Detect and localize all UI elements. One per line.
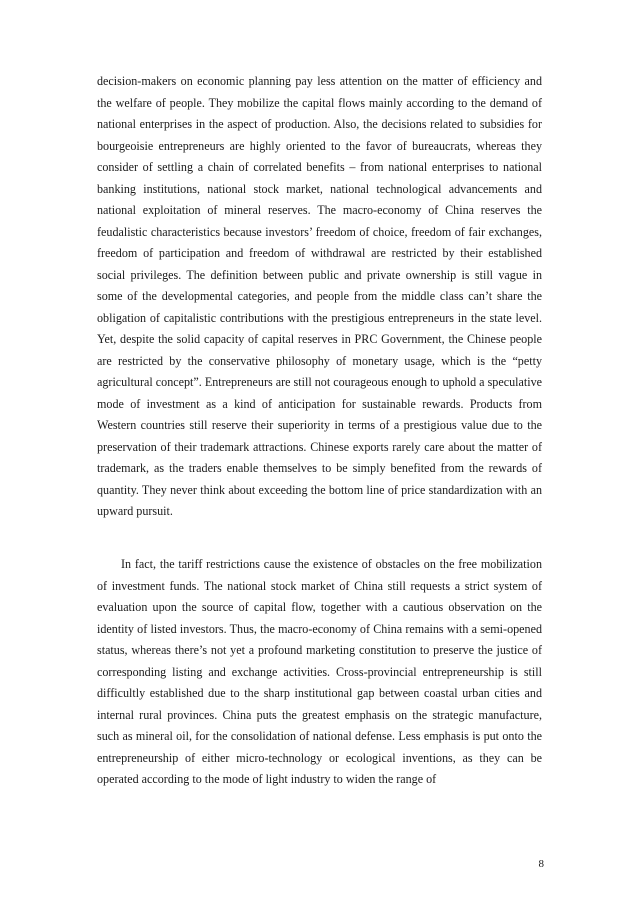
- body-paragraph-2: In fact, the tariff restrictions cause the existence of obstacles on the free mobilization of investment funds. The national stock market of China still requests a strict system of evaluation upon the source of capital flow, together with a cautious observation on the identity of listed investors. Thus, the macro-economy of China remains with a semi-opened status, whereas there’s not yet a profound marketing constitution to preserve the justice of corresponding listing and exchange activities. Cross-provincial entrepreneurship is still difficultly established due to the sharp institutional gap between coastal urban cities and internal rural provinces. China puts the greatest emphasis on the strategic manufacture, such as mineral oil, for the consolidation of national defense. Less emphasis is put onto the entrepreneurship of either micro-technology or ecological inventions, as they can be operated according to the mode of light industry to widen the range of: [97, 557, 542, 786]
- page-number: 8: [538, 858, 544, 870]
- body-paragraph-1: decision-makers on economic planning pay less attention on the matter of efficiency and the welfare of people. They mobilize the capital flows mainly according to the demand of national enterprises in the aspect of production. Also, the decisions related to subsidies for bourgeoisie entrepreneurs are highly oriented to the favor of bureaucrats, whereas they consider of settling a chain of correlated benefits – from national enterprises to national banking institutions, national stock market, national technological advancements and national exploitation of mineral reserves. The macro-economy of China reserves the feudalistic characteristics because investors’ freedom of choice, freedom of fair exchanges, freedom of participation and freedom of withdrawal are restricted by their established social privileges. The definition between public and private ownership is still vague in some of the developmental categories, and people from the middle class can’t share the obligation of capitalistic contributions with the prestigious entrepreneurs in the state level. Yet, despite the solid capacity of capital reserves in PRC Government, the Chinese people are restricted by the conservative philosophy of monetary usage, which is the “petty agricultural concept”. Entrepreneurs are still not courageous enough to uphold a speculative mode of investment as a kind of anticipation for sustainable rewards. Products from Western countries still reserve their superiority in terms of a prestigious value due to the preservation of their trademark attractions. Chinese exports rarely care about the matter of trademark, as the traders enable themselves to be simply benefited from the rewards of quantity. They never think about exceeding the bottom line of price standardization with an upward pursuit.: [97, 74, 542, 518]
